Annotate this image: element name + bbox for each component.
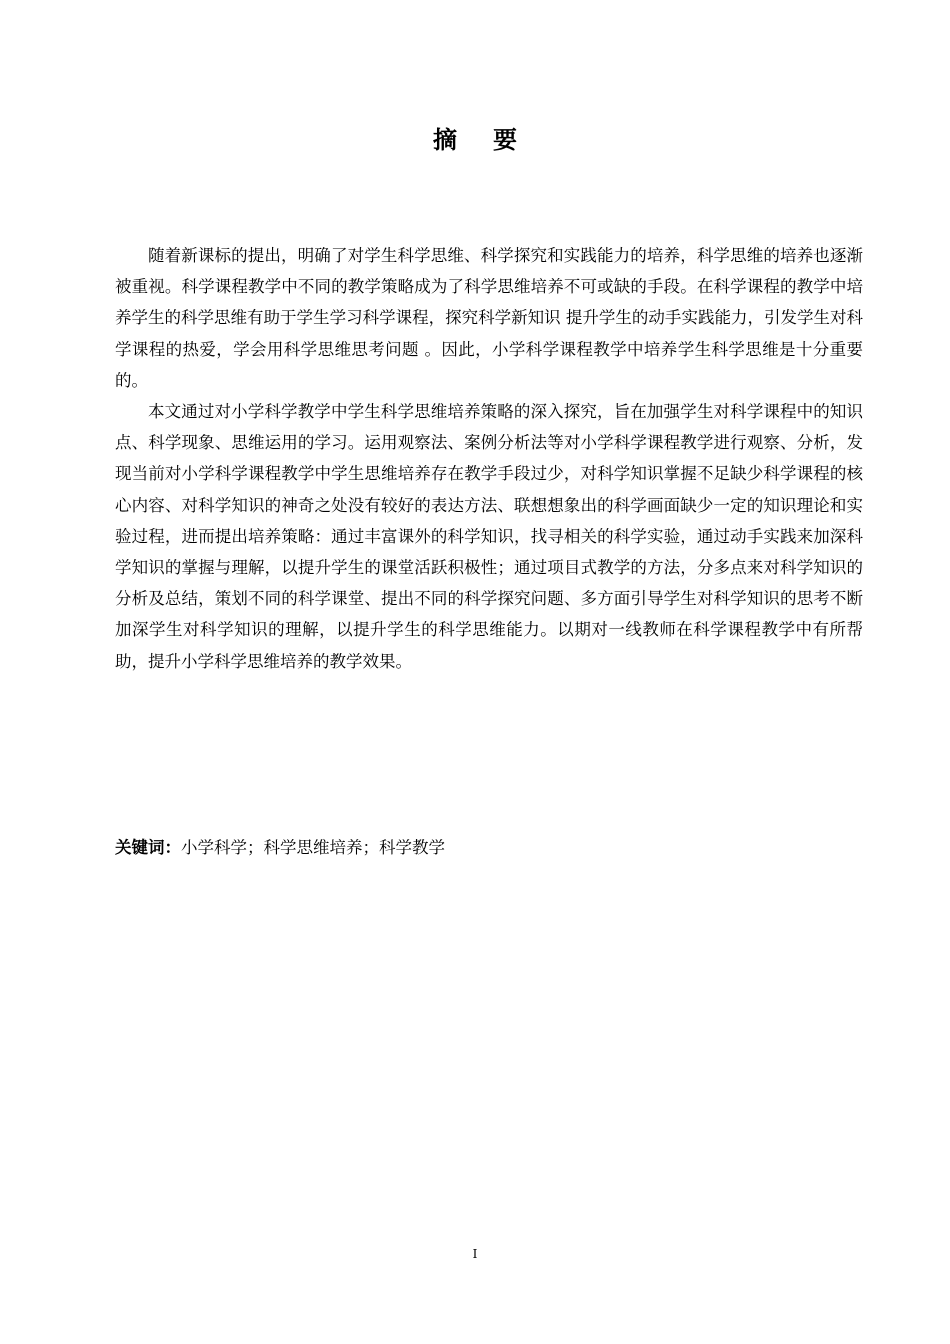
title-char-2: 要 [493,126,517,154]
page-title [0,122,950,158]
abstract-paragraph-2: 本文通过对小学科学教学中学生科学思维培养策略的深入探究，旨在加强学生对科学课程中的知识点、科学现象、思维运用的学习。运用观察法、案例分析法等对小学科学课程教学进行观察、分析，发现当前对小学科学课程教学中学生思维培养存在教学手段过少，对科学知识掌握不足缺少科学课程的核心内容、对科学知识的神奇之处没有较好的表达方法、联想想象出的科学画面缺少一定的知识理论和实验过程，进而提出培养策略：通过丰富课外的科学知识，找寻相关的科学实验，通过动手实践来加深科学知识的掌握与理解，以提升学生的课堂活跃积极性；通过项目式教学的方法，分多点来对科学知识的分析及总结，策划不同的科学课堂、提出不同的科学探究问题、多方面引导学生对科学知识的思考不断加深学生对科学知识的理解，以提升学生的科学思维能力。以期对一线教师在科学课程教学中有所帮助，提升小学科学思维培养的教学效果。 [115,402,863,671]
abstract-paragraph-1: 随着新课标的提出，明确了对学生科学思维、科学探究和实践能力的培养，科学思维的培养也逐渐被重视。科学课程教学中不同的教学策略成为了科学思维培养不可或缺的手段。在科学课程的教学中培养学生的科学思维有助于学生学习科学课程，探究科学新知识 提升学生的动手实践能力，引发学生对科学课程的热爱，学会用科学思维思考问题 。因此，小学科学课程教学中培养学生科学思维是十分重要的。 [115,246,863,390]
keywords-label: 关键词： [115,838,181,857]
keywords-value: 小学科学；科学思维培养；科学教学 [181,838,445,857]
title-char-1: 摘 [433,126,457,154]
abstract-body [115,240,863,677]
page-number: I [472,1247,478,1261]
keywords-line [115,832,863,863]
